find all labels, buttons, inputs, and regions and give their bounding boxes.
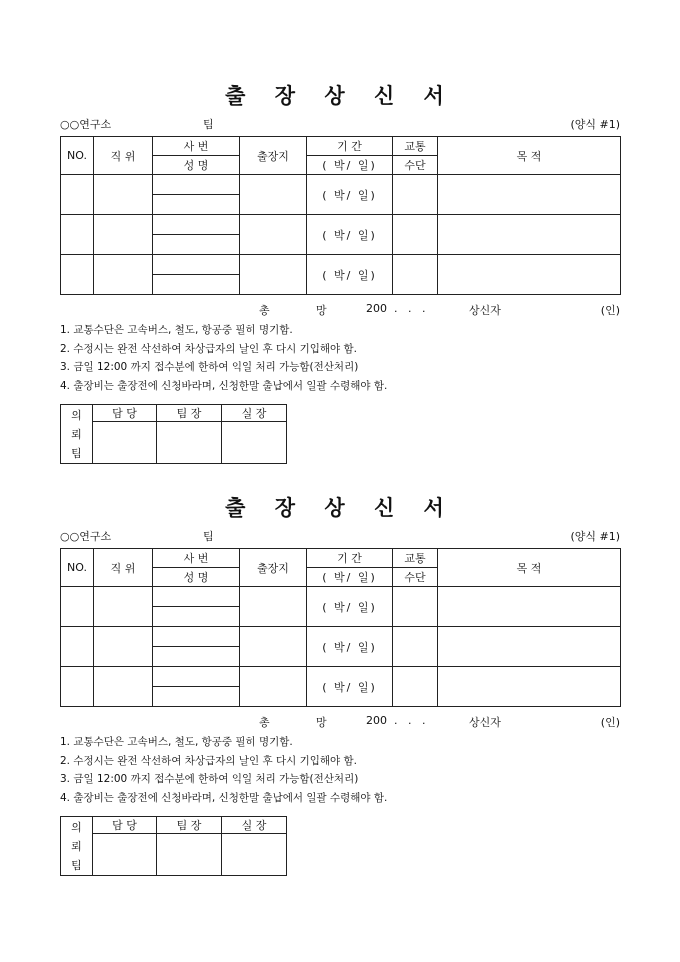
cell-name[interactable]	[153, 195, 240, 215]
approval-sign-box[interactable]	[222, 834, 287, 876]
approval-sign-box[interactable]	[157, 422, 222, 464]
approval-table	[60, 404, 287, 464]
cell-period[interactable]: ( 박/ 일)	[307, 255, 393, 295]
note-item: 2. 수정시는 완전 삭선하여 차상급자의 날인 후 다시 기입해야 함.	[60, 754, 357, 767]
sign-reporter: 상신자	[469, 716, 501, 729]
cell-transport[interactable]	[393, 175, 438, 215]
col-emp-no: 사 번	[153, 549, 240, 568]
cell-position[interactable]	[94, 175, 153, 215]
team-label: 팀	[203, 118, 214, 131]
cell-transport[interactable]	[393, 627, 438, 667]
cell-purpose[interactable]	[438, 175, 621, 215]
approval-label	[61, 405, 93, 464]
form-number: (양식 #1)	[570, 530, 620, 543]
cell-destination[interactable]	[240, 627, 307, 667]
col-emp-no: 사 번	[153, 137, 240, 156]
cell-name[interactable]	[153, 647, 240, 667]
note-item: 1. 교통수단은 고속버스, 철도, 항공중 필히 명기함.	[60, 324, 293, 336]
col-no: NO.	[61, 137, 94, 175]
col-period: 기 간	[307, 137, 393, 156]
cell-transport[interactable]	[393, 255, 438, 295]
cell-no[interactable]	[61, 587, 94, 627]
col-transport-top: 교통	[393, 549, 438, 568]
cell-position[interactable]	[94, 667, 153, 707]
approval-header: 실 장	[222, 817, 287, 834]
note-item: 2. 수정시는 완전 삭선하여 차상급자의 날인 후 다시 기입해야 함.	[60, 342, 357, 355]
form-title: 출 장 상 신 서	[225, 495, 455, 520]
cell-transport[interactable]	[393, 215, 438, 255]
col-no: NO.	[61, 549, 94, 587]
org-name: ○○연구소	[60, 530, 112, 543]
col-destination: 출장지	[240, 137, 307, 175]
cell-position[interactable]	[94, 627, 153, 667]
sign-chong: 총	[259, 716, 270, 729]
approval-header: 담 당	[93, 817, 157, 834]
col-position: 직 위	[94, 137, 153, 175]
cell-period[interactable]: ( 박/ 일)	[307, 587, 393, 627]
col-transport-top: 교통	[393, 137, 438, 156]
approval-label-char: 팀	[71, 447, 82, 461]
trip-table	[60, 136, 621, 295]
sign-reporter: 상신자	[469, 304, 501, 317]
cell-emp-no[interactable]	[153, 627, 240, 647]
approval-sign-box[interactable]	[93, 422, 157, 464]
col-period: 기 간	[307, 549, 393, 568]
approval-label-char: 뢰	[71, 427, 82, 441]
cell-emp-no[interactable]	[153, 667, 240, 687]
sign-mang: 망	[316, 716, 327, 729]
note-item: 4. 출장비는 출장전에 신청바라며, 신청한말 출납에서 일괄 수령해야 함.	[60, 791, 388, 804]
trip-table	[60, 548, 621, 707]
cell-no[interactable]	[61, 215, 94, 255]
cell-no[interactable]	[61, 175, 94, 215]
approval-header: 실 장	[222, 405, 287, 422]
cell-destination[interactable]	[240, 255, 307, 295]
approval-sign-box[interactable]	[157, 834, 222, 876]
sign-date[interactable]: 200 . . .	[366, 714, 426, 727]
cell-destination[interactable]	[240, 215, 307, 255]
cell-emp-no[interactable]	[153, 175, 240, 195]
sign-chong: 총	[259, 304, 270, 317]
cell-name[interactable]	[153, 687, 240, 707]
col-transport-bottom: 수단	[393, 568, 438, 587]
approval-header: 팀 장	[157, 817, 222, 834]
notes-list	[60, 733, 387, 807]
approval-table	[60, 816, 287, 876]
cell-name[interactable]	[153, 275, 240, 295]
cell-purpose[interactable]	[438, 627, 621, 667]
cell-period[interactable]: ( 박/ 일)	[307, 175, 393, 215]
approval-label-char: 의	[71, 820, 82, 834]
cell-purpose[interactable]	[438, 215, 621, 255]
notes-list	[60, 321, 387, 395]
cell-position[interactable]	[94, 255, 153, 295]
approval-label-char: 뢰	[71, 839, 82, 853]
cell-purpose[interactable]	[438, 587, 621, 627]
team-label: 팀	[203, 530, 214, 543]
col-transport-bottom: 수단	[393, 156, 438, 175]
cell-no[interactable]	[61, 255, 94, 295]
approval-label-char: 의	[71, 408, 82, 422]
col-position: 직 위	[94, 549, 153, 587]
cell-purpose[interactable]	[438, 667, 621, 707]
cell-period[interactable]: ( 박/ 일)	[307, 627, 393, 667]
approval-label-char: 팀	[71, 859, 82, 873]
cell-emp-no[interactable]	[153, 587, 240, 607]
cell-name[interactable]	[153, 607, 240, 627]
cell-emp-no[interactable]	[153, 215, 240, 235]
note-item: 1. 교통수단은 고속버스, 철도, 항공중 필히 명기함.	[60, 736, 293, 748]
col-name: 성 명	[153, 156, 240, 175]
cell-purpose[interactable]	[438, 255, 621, 295]
sign-date[interactable]: 200 . . .	[366, 302, 426, 315]
seal-mark[interactable]: (인)	[600, 716, 620, 729]
cell-position[interactable]	[94, 587, 153, 627]
cell-destination[interactable]	[240, 667, 307, 707]
col-purpose: 목 적	[438, 137, 621, 175]
col-period-detail: ( 박/ 일)	[307, 568, 393, 587]
approval-header: 팀 장	[157, 405, 222, 422]
cell-name[interactable]	[153, 235, 240, 255]
form-number: (양식 #1)	[570, 118, 620, 131]
approval-header: 담 당	[93, 405, 157, 422]
cell-no[interactable]	[61, 627, 94, 667]
col-purpose: 목 적	[438, 549, 621, 587]
note-item: 4. 출장비는 출장전에 신청바라며, 신청한말 출납에서 일괄 수령해야 함.	[60, 379, 388, 392]
approval-sign-box[interactable]	[222, 422, 287, 464]
cell-no[interactable]	[61, 667, 94, 707]
cell-transport[interactable]	[393, 587, 438, 627]
cell-destination[interactable]	[240, 175, 307, 215]
cell-transport[interactable]	[393, 667, 438, 707]
sign-mang: 망	[316, 304, 327, 317]
seal-mark[interactable]: (인)	[600, 304, 620, 317]
cell-emp-no[interactable]	[153, 255, 240, 275]
approval-label	[61, 817, 93, 876]
cell-period[interactable]: ( 박/ 일)	[307, 215, 393, 255]
col-name: 성 명	[153, 568, 240, 587]
cell-period[interactable]: ( 박/ 일)	[307, 667, 393, 707]
col-period-detail: ( 박/ 일)	[307, 156, 393, 175]
approval-sign-box[interactable]	[93, 834, 157, 876]
form-title: 출 장 상 신 서	[225, 83, 455, 108]
col-destination: 출장지	[240, 549, 307, 587]
note-item: 3. 금일 12:00 까지 접수분에 한하여 익일 처리 가능함(전산처리)	[60, 773, 359, 785]
note-item: 3. 금일 12:00 까지 접수분에 한하여 익일 처리 가능함(전산처리)	[60, 361, 359, 373]
cell-destination[interactable]	[240, 587, 307, 627]
org-name: ○○연구소	[60, 118, 112, 131]
cell-position[interactable]	[94, 215, 153, 255]
